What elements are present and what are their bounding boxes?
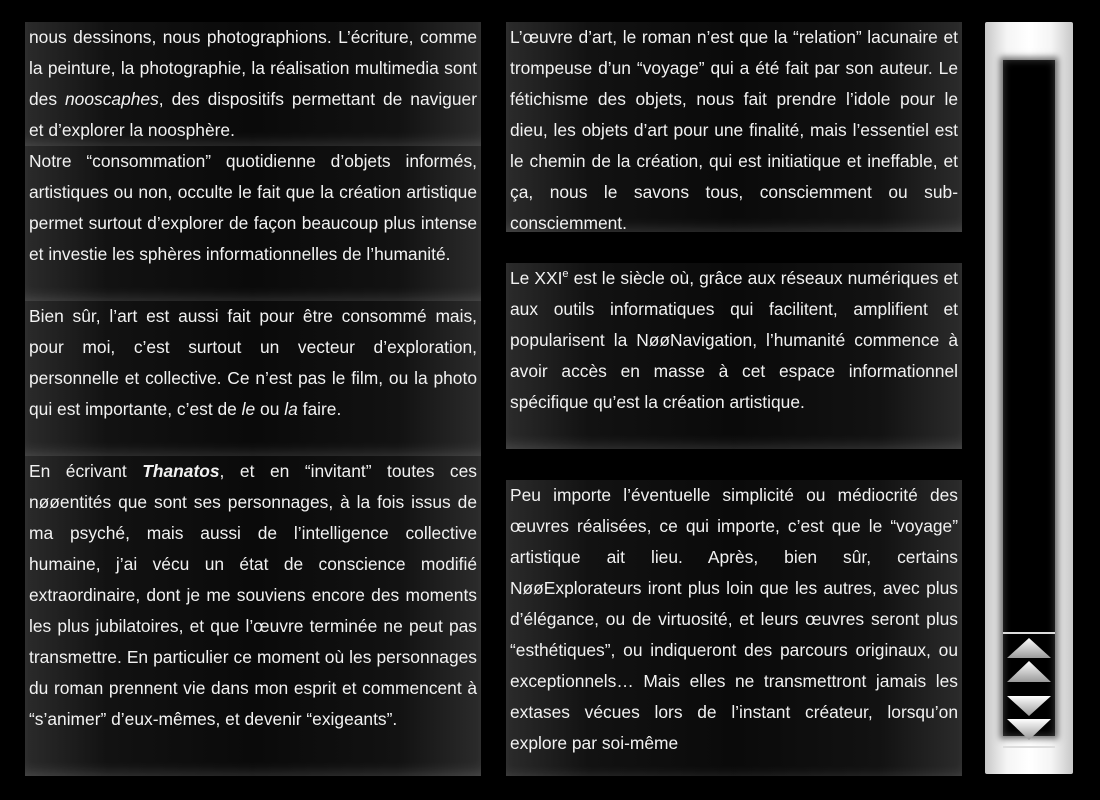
- superscript: e: [562, 268, 569, 280]
- text-run: nous dessinons, nous photographions. L’écriture, comme la peinture, la photographie, la réalisation multimedia sont des: [29, 27, 477, 109]
- paragraph-text: [29, 456, 477, 735]
- text-column-right: [506, 22, 962, 776]
- paragraph-vecteur: [25, 301, 481, 456]
- track-divider: [1003, 746, 1055, 748]
- paragraph-text: Peu importe l’éventuelle simplicité ou médiocrité des œuvres réalisées, ce qui importe, c’est que le “voyage” artistique ait lieu. Après, bien sûr, certains NøøExplorateurs iront plus loin que les autres, avec plus d’élégance, ou de virtuosité, et leurs œuvres seront plus “esthétiques”, ou indiqueront des parcours originaux, ou exceptionnels… Mais elles ne transmettront jamais les extases vécues lors de l’instant créateur, lorsqu’on explore par soi-même: [510, 485, 958, 753]
- book-title: Thanatos: [142, 461, 220, 481]
- text-run: , des dispositifs permettant de naviguer et d’explorer la noosphère.: [29, 89, 477, 140]
- paragraph-consommation: [25, 146, 481, 301]
- double-triangle-down-icon: [1003, 694, 1055, 744]
- text-run: faire.: [297, 399, 342, 419]
- paragraph-spacer: [506, 449, 962, 480]
- scrollbar[interactable]: [985, 22, 1073, 774]
- text-run: En écrivant: [29, 461, 143, 481]
- scrollbar-track[interactable]: [1003, 60, 1055, 736]
- double-triangle-up-icon: [1003, 636, 1055, 686]
- italic-term: nooscaphes: [65, 89, 159, 109]
- paragraph-xxie-siecle: [506, 263, 962, 449]
- text-run: , et en “invitant” toutes ces nøøentités que sont ses personnages, à la fois issus de ma psyché, mais aussi de l’intelligence collective humaine, j’ai vécu un état de conscience modifié extraordinaire, dont je me souviens encore des moments les plus jubilatoires, et que l’œuvre terminée ne peut pas transmettre. En particulier ce moment où les personnages du roman prennent vie dans mon esprit et commencent à “s’animer” d’eux-mêmes, et devenir “exigeants”.: [29, 461, 477, 729]
- paragraph-text: [510, 263, 958, 418]
- text-run: est le siècle où, grâce aux réseaux numériques et aux outils informatiques qui facilitent, amplifient et popularisent la NøøNavigation, l’humanité commence à avoir accès en masse à cet espace informationnel spécifique qu’est la création artistique.: [510, 268, 958, 412]
- track-divider: [1003, 632, 1055, 634]
- paragraph-voyage: [506, 480, 962, 776]
- paragraph-nooscaphes: [25, 22, 481, 146]
- scroll-up-button[interactable]: [1003, 636, 1055, 662]
- text-run: Bien sûr, l’art est aussi fait pour être consommé mais, pour moi, c’est surtout un vecteur d’exploration, personnelle et collective. Ce n’est pas le film, ou la photo qui est importante, c’est de: [29, 306, 477, 419]
- paragraph-oeuvre: [506, 22, 962, 232]
- paragraph-thanatos: [25, 456, 481, 776]
- paragraph-text: L’œuvre d’art, le roman n’est que la “relation” lacunaire et trompeuse d’un “voyage” qui a été fait par son auteur. Le fétichisme des objets, nous fait prendre l’idole pour le dieu, les objets d’art pour une finalité, mais l’essentiel est le chemin de la création, qui est initiatique et ineffable, et ça, nous le savons tous, consciemment ou sub-consciemment.: [510, 27, 958, 233]
- paragraph-text: [29, 301, 477, 425]
- text-run: Le XXI: [510, 268, 563, 288]
- text-column-left: [25, 22, 481, 776]
- paragraph-text: [29, 22, 477, 146]
- paragraph-text: Notre “consommation” quotidienne d’objets informés, artistiques ou non, occulte le fait que la création artistique permet surtout d’explorer de façon beaucoup plus intense et investie les sphères informationnelles de l’humanité.: [29, 151, 477, 264]
- scroll-down-button[interactable]: [1003, 694, 1055, 720]
- italic-word: le: [241, 399, 256, 419]
- text-run: ou: [255, 399, 285, 419]
- italic-word: la: [284, 399, 298, 419]
